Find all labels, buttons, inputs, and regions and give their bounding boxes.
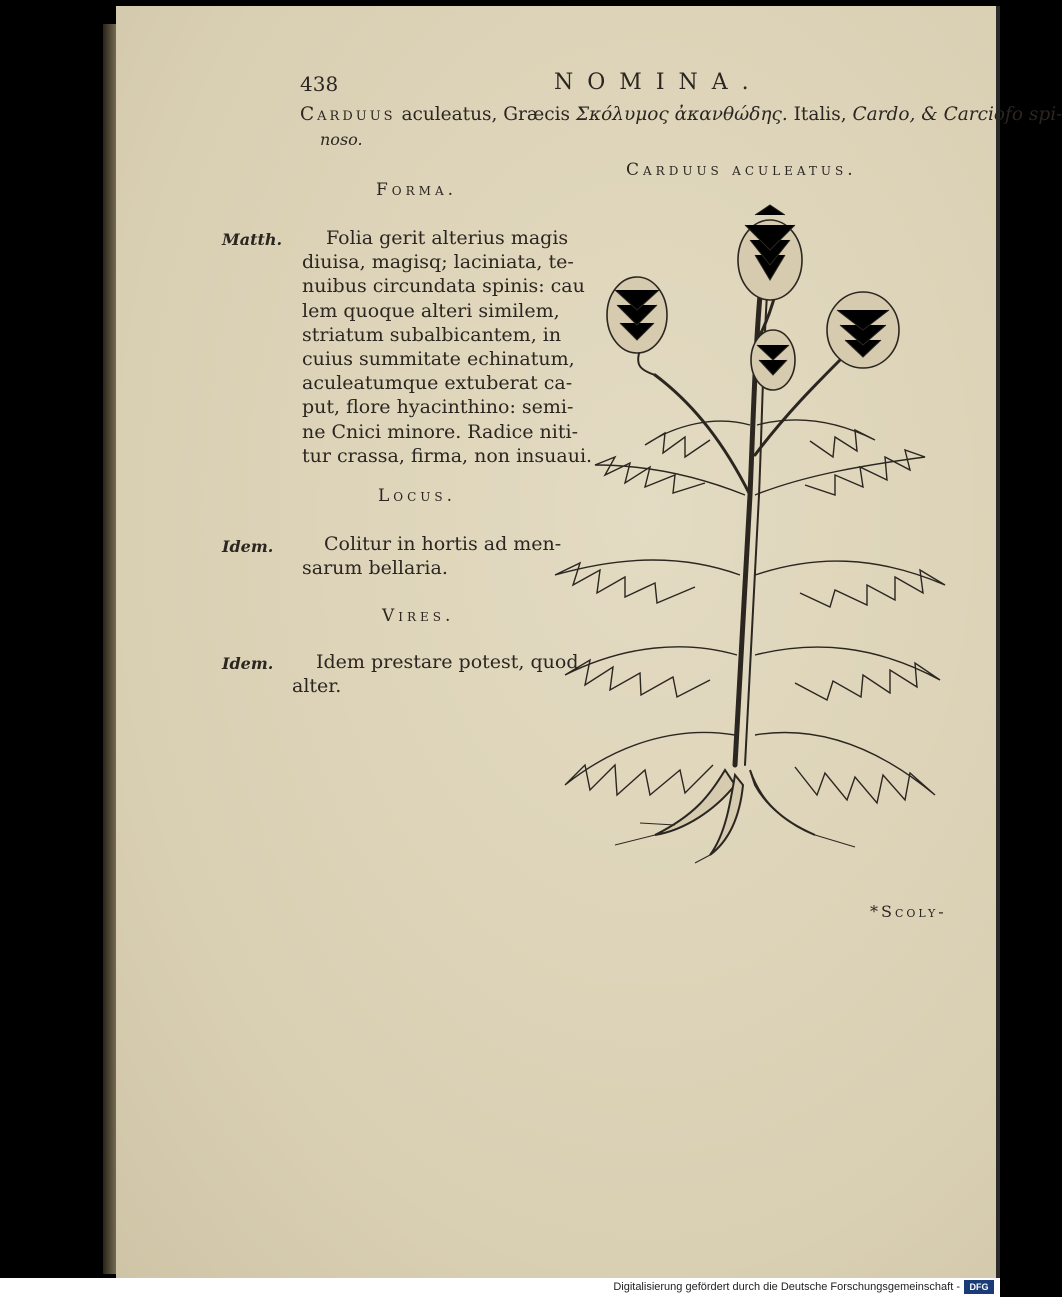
margin-note-idem: Idem. — [222, 654, 274, 673]
italian-name-continuation: noso. — [320, 130, 363, 149]
italis-label: Italis, — [787, 104, 853, 125]
text-line: striatum subalbicantem, in — [302, 323, 562, 346]
margin-note-idem: Idem. — [222, 537, 274, 556]
page-number: 438 — [300, 72, 339, 96]
text-line: tur crassa, firma, non insuaui. — [302, 444, 593, 467]
text-line: put, flore hyacinthino: semi- — [302, 396, 574, 419]
margin-note-matth: Matth. — [222, 230, 283, 249]
text-line: nuibus circundata spinis: cau — [302, 275, 585, 298]
text-line: alter. — [292, 675, 342, 698]
text-line: aculeatumque extuberat ca- — [302, 372, 573, 395]
page-binding-edge — [103, 24, 117, 1274]
italian-name: Cardo, & Carciofo spi- — [852, 104, 1062, 125]
text-line: ne Cnici minore. Radice niti- — [302, 420, 578, 443]
thistle-woodcut-illustration — [545, 195, 965, 865]
text-line: diuisa, magisq; laciniata, te- — [302, 251, 574, 274]
text-line: lem quoque alteri similem, — [302, 299, 560, 322]
text-line: sarum bellaria. — [302, 557, 448, 580]
signature-catchword: *Scoly- — [870, 902, 947, 921]
footer-bar — [0, 1278, 1000, 1297]
section-heading-vires: Vires. — [382, 606, 455, 626]
entry-name-line — [300, 104, 1062, 125]
entry-name: Carduus — [300, 104, 396, 125]
greek-name: Σκόλυμος ἀκανθώδης. — [575, 104, 788, 125]
locus-text — [302, 532, 561, 580]
text-line: Idem prestare potest, quod — [316, 651, 579, 673]
text-line: Colitur in hortis ad men- — [324, 533, 562, 555]
section-heading-locus: Locus. — [378, 486, 457, 506]
text-line: cuius summitate echinatum, — [302, 348, 575, 371]
text-line: Folia gerit alterius magis — [326, 227, 569, 249]
vires-text — [292, 650, 578, 698]
entry-name-rest: aculeatus, Græcis — [395, 104, 576, 125]
running-head: NOMINA. — [554, 70, 763, 95]
plant-caption: Carduus aculeatus. — [626, 160, 857, 180]
footer-text: Digitalisierung gefördert durch die Deutsche Forschungsgemeinschaft - — [613, 1281, 960, 1293]
section-heading-forma: Forma. — [376, 180, 458, 200]
dfg-logo: DFG — [964, 1280, 994, 1294]
page-right-edge — [996, 6, 1000, 1278]
